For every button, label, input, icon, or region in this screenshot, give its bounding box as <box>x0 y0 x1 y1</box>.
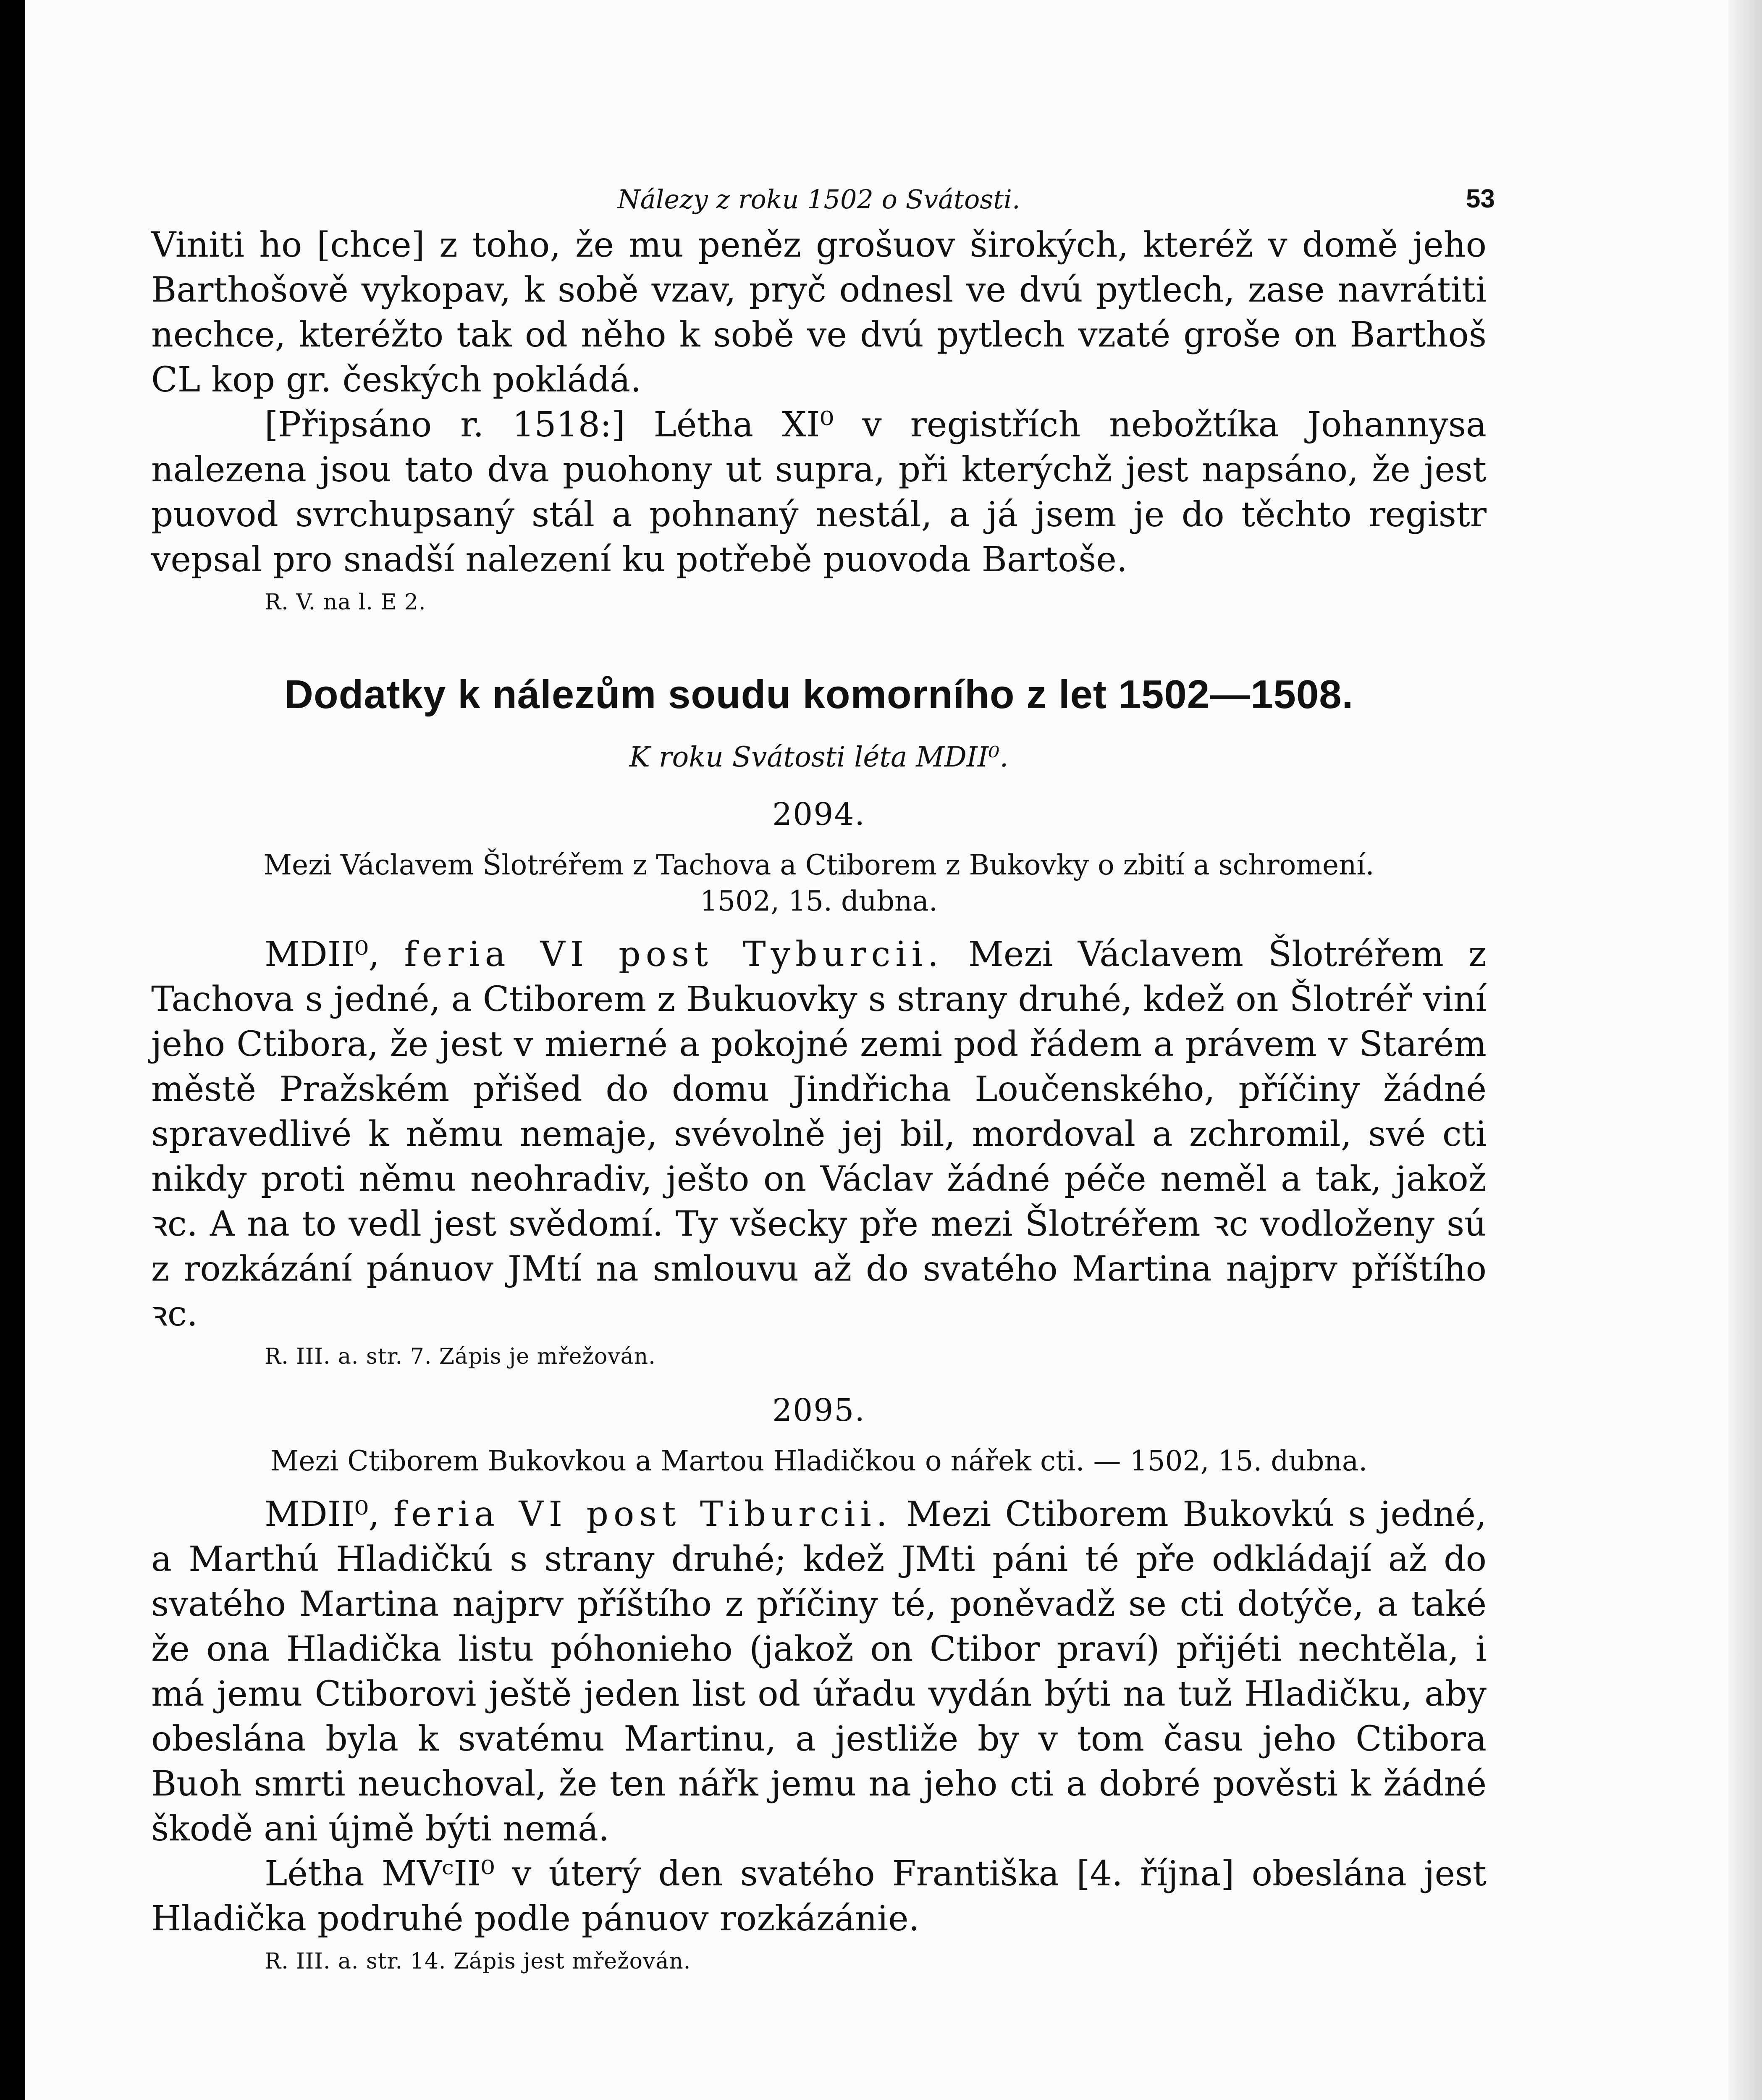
entry-2094 <box>151 796 1487 1369</box>
entry-source-note: R. III. a. str. 7. Zápis je mřežován. <box>265 1344 656 1369</box>
entry-date: 1502, 15. dubna. <box>700 885 938 917</box>
page-content <box>151 168 1495 1974</box>
entry-summary-line: Mezi Václavem Šlotréřem z Tachova a Ctiborem z Bukovky o zbití a schromení. <box>263 849 1374 881</box>
page-number: 53 <box>1466 184 1495 213</box>
entry-text <box>151 932 1487 1336</box>
entry-date-lead: MDII⁰, <box>265 1494 380 1534</box>
scan-edge <box>1728 0 1762 2100</box>
entry-addendum: Létha MVᶜII⁰ v úterý den svatého Františka [4. října] obeslána jest Hladička podruhé podle pánuov rozkázánie. <box>151 1854 1487 1939</box>
entry-summary <box>151 847 1487 919</box>
entry-2095 <box>151 1392 1487 1974</box>
entry-source-note: R. III. a. str. 14. Zápis jest mřežován. <box>265 1949 691 1974</box>
intro-source-note: R. V. na l. E 2. <box>265 590 426 615</box>
entry-text <box>151 1492 1487 1851</box>
entry-number: 2095. <box>772 1392 865 1428</box>
entry-body: Mezi Václavem Šlotréřem z Tachova s jedné, a Ctiborem z Bukuovky s strany druhé, kdež on Šlotréř viní jeho Ctibora, že jest v mierné a pokojné zemi pod řádem a právem v Starém městě Pražském přišed do domu Jindřicha Loučenského, příčiny žádné spravedlivé k němu nemaje, svévolně jej bil, mordoval a zchromil, své cti nikdy proti němu neohradiv, ješto on Václav žádné péče neměl a tak, jakož ꝛc. A na to vedl jest svědomí. Ty všecky pře mezi Šlotréřem ꝛc vodloženy sú z rozkázání pánuov JMtí na smlouvu až do svatého Martina najprv příštího ꝛc. <box>151 934 1487 1334</box>
entry-body: Mezi Ctiborem Bukovkú s jedné, a Marthú Hladičkú s strany druhé; kdež JMti páni té pře odkládají až do svatého Martina najprv příštího z příčiny té, poněvadž se cti dotýče, a také že ona Hladička listu póhonieho (jakož on Ctibor praví) přijéti nechtěla, i má jemu Ctiborovi ještě jeden list od úřadu vydán býti na tuž Hladičku, aby obeslána byla k svatému Martinu, a jestliže by v tom času jeho Ctibora Buoh smrti neuchoval, že ten nářk jemu na jeho cti a dobré pověsti k žádné škodě ani újmě býti nemá. <box>151 1494 1487 1849</box>
section-heading: Dodatky k nálezům soudu komorního z let 1502—1508. <box>284 672 1354 717</box>
entry-number: 2094. <box>772 796 865 832</box>
entry-summary-line: Mezi Ctiborem Bukovkou a Martou Hladičkou o nářek cti. — 1502, 15. dubna. <box>270 1445 1368 1477</box>
entry-summary <box>151 1443 1487 1479</box>
page-scan <box>25 0 1762 2100</box>
section-subheading: K roku Svátosti léta MDII⁰. <box>629 741 1009 773</box>
intro-paragraph-2: [Připsáno r. 1518:] Létha XI⁰ v registřích nebožtíka Johannysa nalezena jsou tato dva puohony ut supra, při kterýchž jest napsáno, že jest puovod svrchupsaný stál a pohnaný nestál, a já jsem je do těchto registr vepsal pro snadší nalezení ku potřebě puovoda Bartoše. <box>151 405 1487 580</box>
entry-date-spaced: feria VI post Tiburcii. <box>393 1494 892 1534</box>
running-title: Nálezy z roku 1502 o Svátosti. <box>617 184 1020 215</box>
running-header <box>151 168 1495 215</box>
entry-date-spaced: feria VI post Tyburcii. <box>404 934 944 974</box>
entry-date-lead: MDII⁰, <box>265 934 380 974</box>
intro-paragraph-1: Viniti ho [chce] z toho, že mu peněz grošuov širokých, kteréž v domě jeho Barthošově vykopav, k sobě vzav, pryč odnesl ve dvú pytlech, zase navrátiti nechce, kteréžto tak od něho k sobě ve dvú pytlech vzaté groše on Barthoš CL kop gr. českých pokládá. <box>151 225 1487 400</box>
